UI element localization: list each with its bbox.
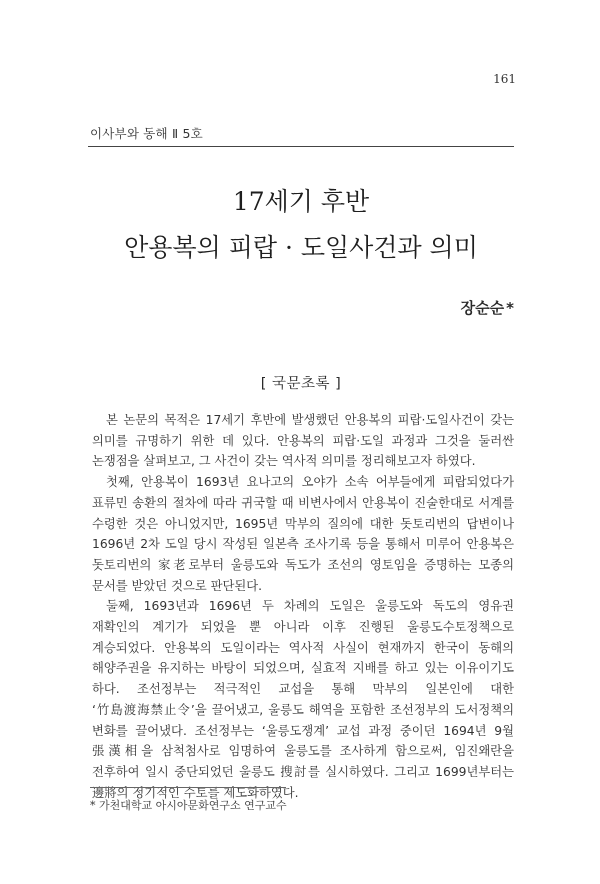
author-name: 장순순 (460, 299, 505, 317)
page-number: 161 (493, 72, 516, 86)
abstract-paragraph-2: 첫째, 안용복이 1693년 요나고의 오야가 소속 어부들에게 피랍되었다가 표류민 송환의 절차에 따라 귀국할 때 비변사에서 안용복이 진술한대로 서계를 수령한 것은 아니었지만, 1695년 막부의 질의에 대한 돗토리번의 답변이나 1696년 2차 도일 당시 작성된 일본측 조사기록 등을 통해서 미루어 안용복은 돗토리번의 家老로부터 울릉도와 독도가 조선의 영토임을 증명하는 모종의 문서를 받았던 것으로 판단된다. (92, 475, 514, 593)
abstract-heading: [ 국문초록 ] (260, 376, 342, 392)
title-line-1: 17세기 후반 (232, 187, 370, 216)
abstract-body (92, 410, 514, 803)
footnote-rule (90, 787, 286, 788)
header-rule (88, 146, 514, 147)
running-head: 이사부와 동해 Ⅱ 5호 (90, 126, 203, 141)
author-footnote-mark[interactable]: * (506, 299, 514, 317)
footnote: * 가천대학교 아시아문화연구소 연구교수 (90, 799, 287, 812)
author (461, 297, 514, 318)
abstract-paragraph-3: 둘째, 1693년과 1696년 두 차례의 도일은 울릉도와 독도의 영유권 재확인의 계기가 되었을 뿐 아니라 이후 진행된 울릉도수토정책으로 계승되었다. 안용복의 도일이라는 역사적 사실이 현재까지 한국이 동해의 해양주권을 유지하는 바탕이 되었으며, 실효적 지배를 하고 있는 이유이기도 하다. 조선정부는 적극적인 교섭을 통해 막부의 일본인에 대한 ‘竹島渡海禁止令’을 끌어냈고, 울릉도 해역을 포함한 조선정부의 도서정책의 변화를 끌어냈다. 조선정부는 ‘울릉도쟁계’ 교섭 과정 중이던 1694년 9월 張漢相을 삼척첨사로 임명하여 울릉도를 조사하게 함으로써, 임진왜란을 전후하여 일시 중단되었던 울릉도 搜討를 실시하였다. 그리고 1699년부터는 邊將의 정기적인 수토를 제도화하였다. (92, 599, 514, 800)
title-line-2: 안용복의 피랍 · 도일사건과 의미 (124, 233, 478, 262)
abstract-paragraph-1: 본 논문의 목적은 17세기 후반에 발생했던 안용복의 피랍·도일사건이 갖는 의미를 규명하기 위한 데 있다. 안용복의 피랍·도일 과정과 그것을 둘러싼 논쟁점을 살펴보고, 그 사건이 갖는 역사적 의미를 정리해보고자 하였다. (92, 413, 514, 469)
